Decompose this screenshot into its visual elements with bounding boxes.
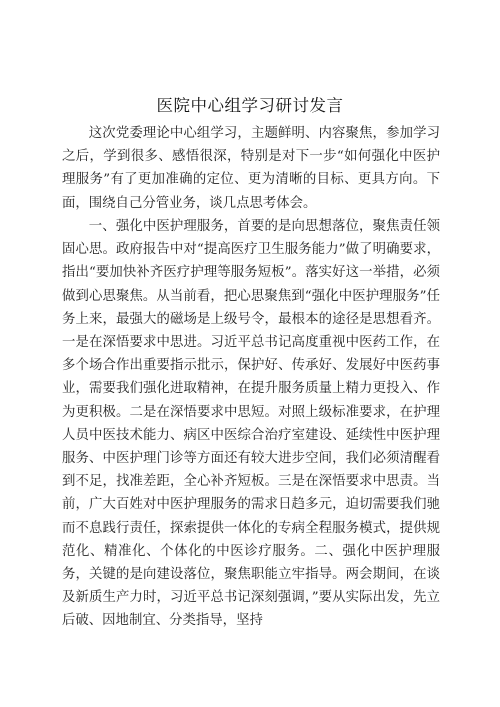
paragraph-main: 一、强化中医护理服务，首要的是向思想落位，聚焦责任领固心思。政府报告中对“提高医疗卫生服务能力”做了明确要求，指出“要加快补齐医疗护理等服务短板”。落实好这一举措，必须做到心思聚焦。从当前看，把心思聚焦到“强化中医护理服务”任务上来，最强大的磁场是上级号令，最根本的途径是思想看齐。一是在深悟要求中思进。习近平总书记高度重视中医药工作，在多个场合作出重要指示批示，保护好、传承好、发展好中医药事业，需要我们强化进取精神，在提升服务质量上精力更投入、作为更积极。二是在深悟要求中思短。对照上级标准要求，在护理人员中医技术能力、病区中医综合治疗室建设、延续性中医护理服务、中医护理门诊等方面还有较大进步空间，我们必须清醒看到不足，找准差距，全心补齐短板。三是在深悟要求中思责。当前，广大百姓对中医护理服务的需求日趋多元，迫切需要我们驰而不息践行责任，探索提供一体化的专病全程服务模式，提供规范化、精准化、个体化的中医诊疗服务。二、强化中医护理服务，关键的是向建设落位，聚焦职能立牢指导。两会期间，在谈及新质生产力时，习近平总书记深刻强调，”要从实际出发，先立后破、因地制宜、分类指导，坚持 [62,219,440,629]
document-title: 医院中心组学习研讨发言 [156,96,344,115]
paragraph-intro: 这次党委理论中心组学习，主题鲜明、内容聚焦，参加学习之后，学到很多、感悟很深，特别是对下一步“如何强化中医护理服务”有了更加准确的定位、更为清晰的目标、更具方向。下面，围绕自己分管业务，谈几点思考体会。 [62,126,440,211]
